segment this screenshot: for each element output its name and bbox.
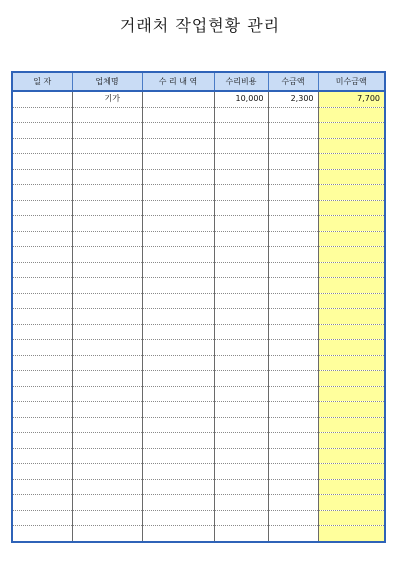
cell-received[interactable]: [268, 371, 318, 387]
cell-repair-details[interactable]: [142, 293, 214, 309]
cell-received[interactable]: [268, 495, 318, 511]
cell-date[interactable]: [12, 107, 72, 123]
table-row: [12, 231, 385, 247]
table-row: [12, 200, 385, 216]
cell-repair-details[interactable]: [142, 107, 214, 123]
cell-received[interactable]: [268, 479, 318, 495]
cell-unpaid[interactable]: [318, 169, 385, 185]
cell-repair-cost[interactable]: [214, 479, 268, 495]
cell-unpaid[interactable]: [318, 371, 385, 387]
cell-unpaid[interactable]: [318, 123, 385, 139]
cell-received[interactable]: [268, 231, 318, 247]
cell-vendor[interactable]: [72, 216, 142, 232]
cell-received[interactable]: [268, 216, 318, 232]
cell-vendor[interactable]: [72, 138, 142, 154]
cell-date[interactable]: [12, 355, 72, 371]
cell-repair-details[interactable]: [142, 402, 214, 418]
cell-unpaid[interactable]: [318, 526, 385, 542]
cell-repair-cost[interactable]: [214, 169, 268, 185]
cell-repair-cost[interactable]: [214, 278, 268, 294]
header-unpaid: 미수금액: [318, 72, 385, 91]
cell-vendor[interactable]: [72, 371, 142, 387]
cell-vendor[interactable]: [72, 309, 142, 325]
cell-repair-details[interactable]: [142, 526, 214, 542]
cell-vendor[interactable]: [72, 247, 142, 263]
cell-received[interactable]: [268, 247, 318, 263]
cell-vendor[interactable]: [72, 433, 142, 449]
cell-vendor[interactable]: [72, 231, 142, 247]
header-date: 일 자: [12, 72, 72, 91]
cell-date[interactable]: [12, 448, 72, 464]
cell-unpaid[interactable]: [318, 386, 385, 402]
cell-unpaid[interactable]: [318, 340, 385, 356]
header-vendor: 업체명: [72, 72, 142, 91]
cell-vendor[interactable]: [72, 464, 142, 480]
cell-unpaid[interactable]: [318, 495, 385, 511]
cell-vendor[interactable]: [72, 154, 142, 170]
cell-unpaid[interactable]: [318, 216, 385, 232]
cell-received[interactable]: [268, 324, 318, 340]
table-row: [12, 123, 385, 139]
cell-vendor[interactable]: [72, 448, 142, 464]
cell-repair-details[interactable]: [142, 417, 214, 433]
cell-unpaid[interactable]: [318, 448, 385, 464]
cell-received[interactable]: [268, 417, 318, 433]
cell-unpaid[interactable]: [318, 185, 385, 201]
cell-repair-details[interactable]: [142, 169, 214, 185]
table-row: [12, 216, 385, 232]
cell-repair-cost[interactable]: [214, 386, 268, 402]
cell-vendor[interactable]: [72, 262, 142, 278]
work-status-table: [11, 71, 386, 543]
cell-date[interactable]: [12, 247, 72, 263]
cell-received[interactable]: [268, 448, 318, 464]
cell-unpaid[interactable]: [318, 278, 385, 294]
cell-repair-details[interactable]: [142, 324, 214, 340]
cell-date[interactable]: [12, 526, 72, 542]
cell-repair-details[interactable]: [142, 355, 214, 371]
cell-vendor[interactable]: [72, 123, 142, 139]
cell-date[interactable]: [12, 185, 72, 201]
cell-date[interactable]: [12, 495, 72, 511]
cell-received[interactable]: [268, 154, 318, 170]
table-row: [12, 433, 385, 449]
cell-date[interactable]: [12, 138, 72, 154]
cell-date[interactable]: [12, 91, 72, 107]
cell-received[interactable]: [268, 123, 318, 139]
cell-date[interactable]: [12, 216, 72, 232]
table-row: [12, 355, 385, 371]
header-received: 수금액: [268, 72, 318, 91]
cell-repair-cost[interactable]: [214, 510, 268, 526]
cell-repair-details[interactable]: [142, 138, 214, 154]
cell-repair-cost[interactable]: 10,000: [214, 91, 268, 107]
cell-repair-details[interactable]: [142, 247, 214, 263]
table-row: [12, 417, 385, 433]
cell-unpaid[interactable]: [318, 402, 385, 418]
cell-repair-cost[interactable]: [214, 154, 268, 170]
cell-date[interactable]: [12, 402, 72, 418]
cell-date[interactable]: [12, 200, 72, 216]
cell-repair-cost[interactable]: [214, 371, 268, 387]
cell-vendor[interactable]: [72, 324, 142, 340]
cell-repair-cost[interactable]: [214, 231, 268, 247]
cell-unpaid[interactable]: [318, 510, 385, 526]
cell-repair-cost[interactable]: [214, 185, 268, 201]
cell-date[interactable]: [12, 433, 72, 449]
document-title: 거래처 작업현황 관리: [119, 16, 281, 35]
cell-vendor[interactable]: [72, 417, 142, 433]
header-repair-details: 수 리 내 역: [142, 72, 214, 91]
cell-unpaid[interactable]: [318, 107, 385, 123]
cell-repair-cost[interactable]: [214, 138, 268, 154]
cell-repair-cost[interactable]: [214, 417, 268, 433]
cell-date[interactable]: [12, 340, 72, 356]
cell-received[interactable]: [268, 309, 318, 325]
cell-unpaid[interactable]: [318, 417, 385, 433]
cell-repair-details[interactable]: [142, 262, 214, 278]
cell-repair-details[interactable]: [142, 495, 214, 511]
cell-date[interactable]: [12, 231, 72, 247]
cell-repair-cost[interactable]: [214, 464, 268, 480]
table-row: [12, 91, 385, 107]
cell-repair-cost[interactable]: [214, 324, 268, 340]
table-row: [12, 402, 385, 418]
cell-repair-details[interactable]: [142, 448, 214, 464]
table-row: [12, 479, 385, 495]
header-repair-cost: 수리비용: [214, 72, 268, 91]
cell-vendor[interactable]: 기가: [72, 91, 142, 107]
cell-received[interactable]: [268, 293, 318, 309]
cell-vendor[interactable]: [72, 495, 142, 511]
cell-received[interactable]: [268, 262, 318, 278]
table-row: [12, 107, 385, 123]
table-row: [12, 247, 385, 263]
cell-vendor[interactable]: [72, 402, 142, 418]
cell-received[interactable]: [268, 510, 318, 526]
cell-date[interactable]: [12, 510, 72, 526]
table-row: [12, 526, 385, 542]
cell-vendor[interactable]: [72, 355, 142, 371]
cell-repair-details[interactable]: [142, 200, 214, 216]
cell-repair-cost[interactable]: [214, 107, 268, 123]
table-row: [12, 138, 385, 154]
table-row: [12, 464, 385, 480]
cell-repair-cost[interactable]: [214, 293, 268, 309]
table-row: [12, 510, 385, 526]
cell-date[interactable]: [12, 278, 72, 294]
cell-vendor[interactable]: [72, 169, 142, 185]
cell-received[interactable]: [268, 185, 318, 201]
cell-unpaid[interactable]: [318, 479, 385, 495]
cell-date[interactable]: [12, 479, 72, 495]
table-row: [12, 293, 385, 309]
cell-received[interactable]: [268, 200, 318, 216]
cell-received[interactable]: [268, 169, 318, 185]
cell-unpaid[interactable]: [318, 138, 385, 154]
cell-unpaid[interactable]: [318, 324, 385, 340]
cell-unpaid[interactable]: [318, 200, 385, 216]
cell-repair-cost[interactable]: [214, 200, 268, 216]
cell-repair-details[interactable]: [142, 278, 214, 294]
cell-vendor[interactable]: [72, 479, 142, 495]
cell-received[interactable]: [268, 526, 318, 542]
cell-received[interactable]: [268, 386, 318, 402]
cell-repair-details[interactable]: [142, 340, 214, 356]
cell-vendor[interactable]: [72, 526, 142, 542]
cell-unpaid[interactable]: [318, 355, 385, 371]
cell-repair-cost[interactable]: [214, 355, 268, 371]
cell-date[interactable]: [12, 154, 72, 170]
cell-vendor[interactable]: [72, 340, 142, 356]
cell-unpaid[interactable]: [318, 154, 385, 170]
cell-received[interactable]: 2,300: [268, 91, 318, 107]
cell-unpaid[interactable]: [318, 262, 385, 278]
cell-repair-details[interactable]: [142, 216, 214, 232]
cell-repair-cost[interactable]: [214, 309, 268, 325]
cell-repair-cost[interactable]: [214, 262, 268, 278]
cell-unpaid[interactable]: [318, 464, 385, 480]
table-row: [12, 386, 385, 402]
cell-vendor[interactable]: [72, 510, 142, 526]
cell-repair-cost[interactable]: [214, 402, 268, 418]
cell-repair-cost[interactable]: [214, 433, 268, 449]
cell-repair-cost[interactable]: [214, 216, 268, 232]
cell-received[interactable]: [268, 340, 318, 356]
cell-vendor[interactable]: [72, 278, 142, 294]
cell-unpaid[interactable]: 7,700: [318, 91, 385, 107]
table-body: [12, 91, 385, 542]
table-row: [12, 262, 385, 278]
cell-date[interactable]: [12, 309, 72, 325]
cell-date[interactable]: [12, 324, 72, 340]
cell-repair-details[interactable]: [142, 371, 214, 387]
table-row: [12, 309, 385, 325]
cell-unpaid[interactable]: [318, 309, 385, 325]
cell-date[interactable]: [12, 371, 72, 387]
cell-date[interactable]: [12, 169, 72, 185]
cell-received[interactable]: [268, 138, 318, 154]
cell-unpaid[interactable]: [318, 433, 385, 449]
cell-date[interactable]: [12, 417, 72, 433]
cell-repair-cost[interactable]: [214, 123, 268, 139]
cell-repair-details[interactable]: [142, 231, 214, 247]
cell-received[interactable]: [268, 433, 318, 449]
cell-repair-cost[interactable]: [214, 448, 268, 464]
cell-repair-details[interactable]: [142, 479, 214, 495]
cell-vendor[interactable]: [72, 185, 142, 201]
table-row: [12, 371, 385, 387]
cell-vendor[interactable]: [72, 386, 142, 402]
cell-date[interactable]: [12, 123, 72, 139]
table-row: [12, 448, 385, 464]
table-row: [12, 340, 385, 356]
cell-repair-cost[interactable]: [214, 247, 268, 263]
cell-date[interactable]: [12, 262, 72, 278]
cell-repair-details[interactable]: [142, 433, 214, 449]
cell-received[interactable]: [268, 107, 318, 123]
cell-repair-details[interactable]: [142, 386, 214, 402]
cell-unpaid[interactable]: [318, 231, 385, 247]
table-row: [12, 324, 385, 340]
cell-repair-details[interactable]: [142, 510, 214, 526]
cell-repair-cost[interactable]: [214, 495, 268, 511]
cell-date[interactable]: [12, 293, 72, 309]
cell-received[interactable]: [268, 355, 318, 371]
table-row: [12, 169, 385, 185]
cell-date[interactable]: [12, 386, 72, 402]
cell-vendor[interactable]: [72, 200, 142, 216]
cell-repair-details[interactable]: [142, 464, 214, 480]
cell-received[interactable]: [268, 278, 318, 294]
table-row: [12, 185, 385, 201]
table-row: [12, 154, 385, 170]
table-row: [12, 495, 385, 511]
cell-repair-details[interactable]: [142, 154, 214, 170]
cell-repair-details[interactable]: [142, 309, 214, 325]
cell-unpaid[interactable]: [318, 293, 385, 309]
cell-vendor[interactable]: [72, 293, 142, 309]
table-row: [12, 278, 385, 294]
cell-unpaid[interactable]: [318, 247, 385, 263]
cell-repair-details[interactable]: [142, 123, 214, 139]
cell-repair-details[interactable]: [142, 91, 214, 107]
cell-repair-cost[interactable]: [214, 526, 268, 542]
cell-received[interactable]: [268, 464, 318, 480]
cell-repair-details[interactable]: [142, 185, 214, 201]
header-row: [12, 72, 385, 91]
cell-date[interactable]: [12, 464, 72, 480]
cell-repair-cost[interactable]: [214, 340, 268, 356]
cell-received[interactable]: [268, 402, 318, 418]
cell-vendor[interactable]: [72, 107, 142, 123]
